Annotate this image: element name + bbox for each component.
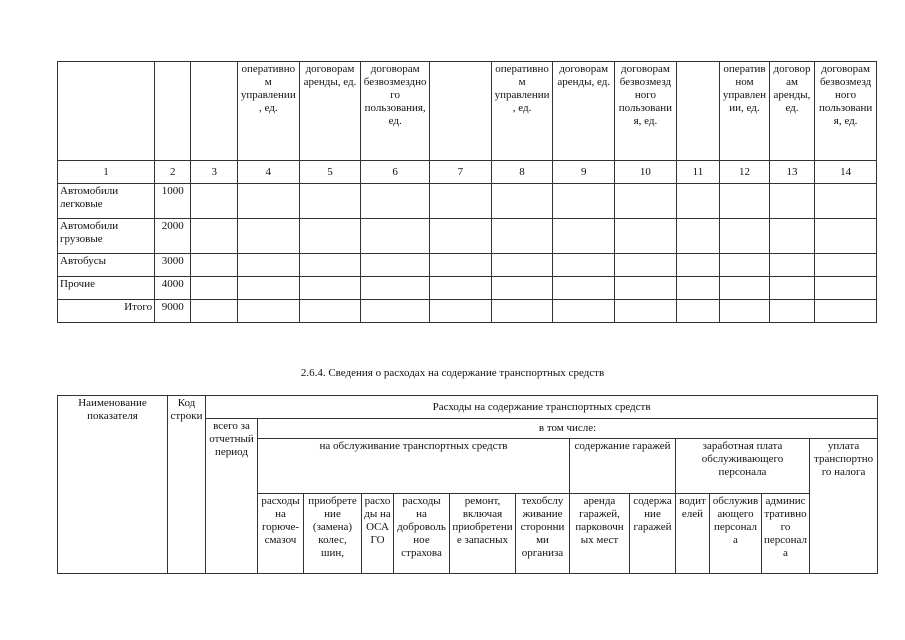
row-code: 9000 — [155, 300, 191, 323]
sub-header: расходы на ОСАГО — [362, 494, 394, 574]
col-name-header: Наименование показателя — [58, 396, 168, 574]
row-code: 2000 — [155, 219, 191, 254]
row-code: 3000 — [155, 254, 191, 277]
input-cell[interactable] — [769, 300, 815, 323]
input-cell[interactable] — [361, 254, 430, 277]
column-number: 6 — [361, 161, 430, 184]
row-code: 4000 — [155, 277, 191, 300]
row-code: 1000 — [155, 184, 191, 219]
input-cell[interactable] — [361, 300, 430, 323]
garage-group-header: содержание гаражей — [570, 439, 676, 494]
sub-header: водителей — [676, 494, 710, 574]
input-cell[interactable] — [720, 300, 770, 323]
input-cell[interactable] — [430, 184, 492, 219]
input-cell[interactable] — [361, 277, 430, 300]
input-cell[interactable] — [720, 277, 770, 300]
input-cell[interactable] — [769, 277, 815, 300]
input-cell[interactable] — [720, 254, 770, 277]
sub-header: ремонт, включая приобретение запасных — [450, 494, 516, 574]
sub-header: административного персонала — [762, 494, 810, 574]
sub-header: содержание гаражей — [630, 494, 676, 574]
input-cell[interactable] — [676, 300, 719, 323]
input-cell[interactable] — [676, 219, 719, 254]
header-cell: договорам безвозмездного пользования, ед. — [615, 62, 677, 161]
input-cell[interactable] — [553, 219, 615, 254]
total-header: всего за отчетный период — [206, 419, 258, 574]
input-cell[interactable] — [676, 277, 719, 300]
input-cell[interactable] — [299, 254, 361, 277]
salary-group-header: заработная плата обслуживающего персонала — [676, 439, 810, 494]
input-cell[interactable] — [769, 254, 815, 277]
sub-header: техобслуживание сторонними организа — [516, 494, 570, 574]
input-cell[interactable] — [237, 219, 299, 254]
col-code-header: Код строки — [168, 396, 206, 574]
input-cell[interactable] — [491, 254, 553, 277]
sub-header: обслуживающего персонала — [710, 494, 762, 574]
row-name: Автомобили легковые — [58, 184, 155, 219]
row-name: Прочие — [58, 277, 155, 300]
input-cell[interactable] — [237, 184, 299, 219]
column-number: 7 — [430, 161, 492, 184]
column-number: 2 — [155, 161, 191, 184]
expenses-table — [57, 395, 878, 574]
input-cell[interactable] — [553, 300, 615, 323]
input-cell[interactable] — [615, 254, 677, 277]
column-number-row — [58, 161, 877, 184]
table-row — [58, 219, 877, 254]
input-cell[interactable] — [769, 184, 815, 219]
column-number: 12 — [720, 161, 770, 184]
column-number: 3 — [191, 161, 238, 184]
row-name: Итого — [58, 300, 155, 323]
header-cell: договорам аренды, ед. — [769, 62, 815, 161]
column-number: 9 — [553, 161, 615, 184]
input-cell[interactable] — [191, 184, 238, 219]
input-cell[interactable] — [815, 184, 877, 219]
input-cell[interactable] — [491, 300, 553, 323]
header-cell: договорам безвозмездного пользования, ед. — [815, 62, 877, 161]
header-cell: оперативном управлении, ед. — [720, 62, 770, 161]
input-cell[interactable] — [676, 254, 719, 277]
table-row — [58, 300, 877, 323]
row-name: Автобусы — [58, 254, 155, 277]
header-cell: договорам безвозмездного пользования, ед. — [361, 62, 430, 161]
header-cell: оперативном управлении, ед. — [237, 62, 299, 161]
input-cell[interactable] — [553, 254, 615, 277]
header-cell — [191, 62, 238, 161]
input-cell[interactable] — [430, 254, 492, 277]
vehicles-table — [57, 61, 877, 323]
input-cell[interactable] — [430, 300, 492, 323]
input-cell[interactable] — [815, 300, 877, 323]
input-cell[interactable] — [615, 277, 677, 300]
input-cell[interactable] — [720, 184, 770, 219]
tax-header: уплата транспортного налога — [810, 439, 878, 574]
input-cell[interactable] — [615, 300, 677, 323]
sub-header: расходы на горюче-смазоч — [258, 494, 304, 574]
input-cell[interactable] — [815, 277, 877, 300]
input-cell[interactable] — [299, 219, 361, 254]
input-cell[interactable] — [815, 219, 877, 254]
input-cell[interactable] — [491, 184, 553, 219]
input-cell[interactable] — [191, 277, 238, 300]
table-row — [58, 277, 877, 300]
expenses-header: Расходы на содержание транспортных средств — [206, 396, 878, 419]
column-number: 11 — [676, 161, 719, 184]
column-number: 8 — [491, 161, 553, 184]
header-cell — [676, 62, 719, 161]
input-cell[interactable] — [191, 300, 238, 323]
service-group-header: на обслуживание транспортных средств — [258, 439, 570, 494]
input-cell[interactable] — [676, 184, 719, 219]
input-cell[interactable] — [237, 254, 299, 277]
input-cell[interactable] — [615, 219, 677, 254]
input-cell[interactable] — [491, 219, 553, 254]
column-number: 10 — [615, 161, 677, 184]
column-number: 4 — [237, 161, 299, 184]
column-number: 1 — [58, 161, 155, 184]
header-cell: договорам аренды, ед. — [553, 62, 615, 161]
sub-header: расходы на добровольное страхова — [394, 494, 450, 574]
table-header-row — [58, 62, 877, 161]
header-cell: оперативном управлении, ед. — [491, 62, 553, 161]
input-cell[interactable] — [430, 219, 492, 254]
input-cell[interactable] — [491, 277, 553, 300]
table-row — [58, 184, 877, 219]
input-cell[interactable] — [299, 300, 361, 323]
input-cell[interactable] — [615, 184, 677, 219]
input-cell[interactable] — [237, 300, 299, 323]
sub-header: аренда гаражей, парковочных мест — [570, 494, 630, 574]
input-cell[interactable] — [299, 184, 361, 219]
input-cell[interactable] — [720, 219, 770, 254]
input-cell[interactable] — [361, 184, 430, 219]
input-cell[interactable] — [769, 219, 815, 254]
row-name: Автомобили грузовые — [58, 219, 155, 254]
section-title: 2.6.4. Сведения о расходах на содержание транспортных средств — [300, 367, 605, 379]
input-cell[interactable] — [430, 277, 492, 300]
header-cell — [155, 62, 191, 161]
input-cell[interactable] — [553, 184, 615, 219]
input-cell[interactable] — [237, 277, 299, 300]
including-header: в том числе: — [258, 419, 878, 439]
column-number: 14 — [815, 161, 877, 184]
input-cell[interactable] — [299, 277, 361, 300]
header-cell — [58, 62, 155, 161]
input-cell[interactable] — [553, 277, 615, 300]
input-cell[interactable] — [361, 219, 430, 254]
table-row — [58, 254, 877, 277]
column-number: 13 — [769, 161, 815, 184]
input-cell[interactable] — [191, 254, 238, 277]
input-cell[interactable] — [815, 254, 877, 277]
input-cell[interactable] — [191, 219, 238, 254]
header-cell: договорам аренды, ед. — [299, 62, 361, 161]
header-cell — [430, 62, 492, 161]
header-row — [58, 396, 878, 419]
sub-header: приобретение (замена) колес, шин, — [304, 494, 362, 574]
column-number: 5 — [299, 161, 361, 184]
